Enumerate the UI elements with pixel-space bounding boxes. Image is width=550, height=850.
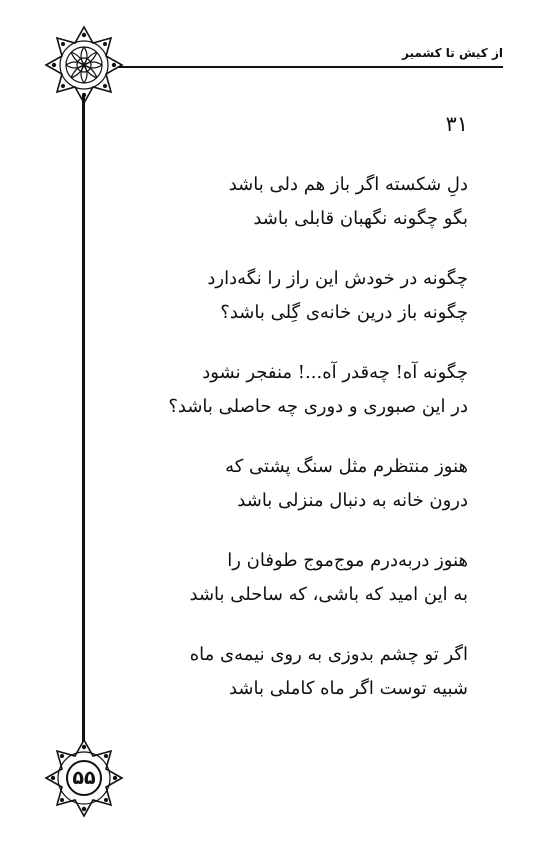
verse-line: درون خانه به دنبال منزلی باشد — [237, 490, 468, 511]
stanza — [108, 544, 468, 612]
page-number: ۵۵ — [72, 767, 96, 789]
verse-line: اگر تو چشم بدوزی به روی نیمه‌ی ماه — [189, 644, 468, 665]
header-rule — [118, 66, 503, 68]
verse-line: چگونه باز درین خانه‌ی گِلی باشد؟ — [220, 302, 468, 323]
stanza — [108, 450, 468, 518]
poem-number: ۳۱ — [445, 112, 468, 136]
poem-body — [108, 168, 468, 732]
verse-line: دلِ شکسته اگر باز هم دلی باشد — [228, 174, 468, 195]
verse-line: هنوز دربه‌درم موج‌موج طوفان را — [227, 550, 468, 571]
verse-line: به این امید که باشی، که ساحلی باشد — [189, 584, 468, 605]
top-ornament-icon — [44, 25, 124, 105]
running-header-title: از کیش تا کشمیر — [401, 46, 503, 60]
verse-line: چگونه آه! چه‌قدر آه...! منفجر نشود — [202, 362, 468, 383]
stanza — [108, 168, 468, 236]
verse-line: شبیه توست اگر ماه کاملی باشد — [228, 678, 468, 699]
stanza — [108, 356, 468, 424]
stanza — [108, 262, 468, 330]
verse-line: در این صبوری و دوری چه حاصلی باشد؟ — [168, 396, 468, 417]
stanza — [108, 638, 468, 706]
verse-line: چگونه در خودش این راز را نگه‌دارد — [207, 268, 468, 289]
margin-rule — [82, 95, 85, 765]
verse-line: هنوز منتظرم مثل سنگ پشتی که — [225, 456, 468, 477]
verse-line: بگو چگونه نگهبان قابلی باشد — [253, 208, 468, 229]
